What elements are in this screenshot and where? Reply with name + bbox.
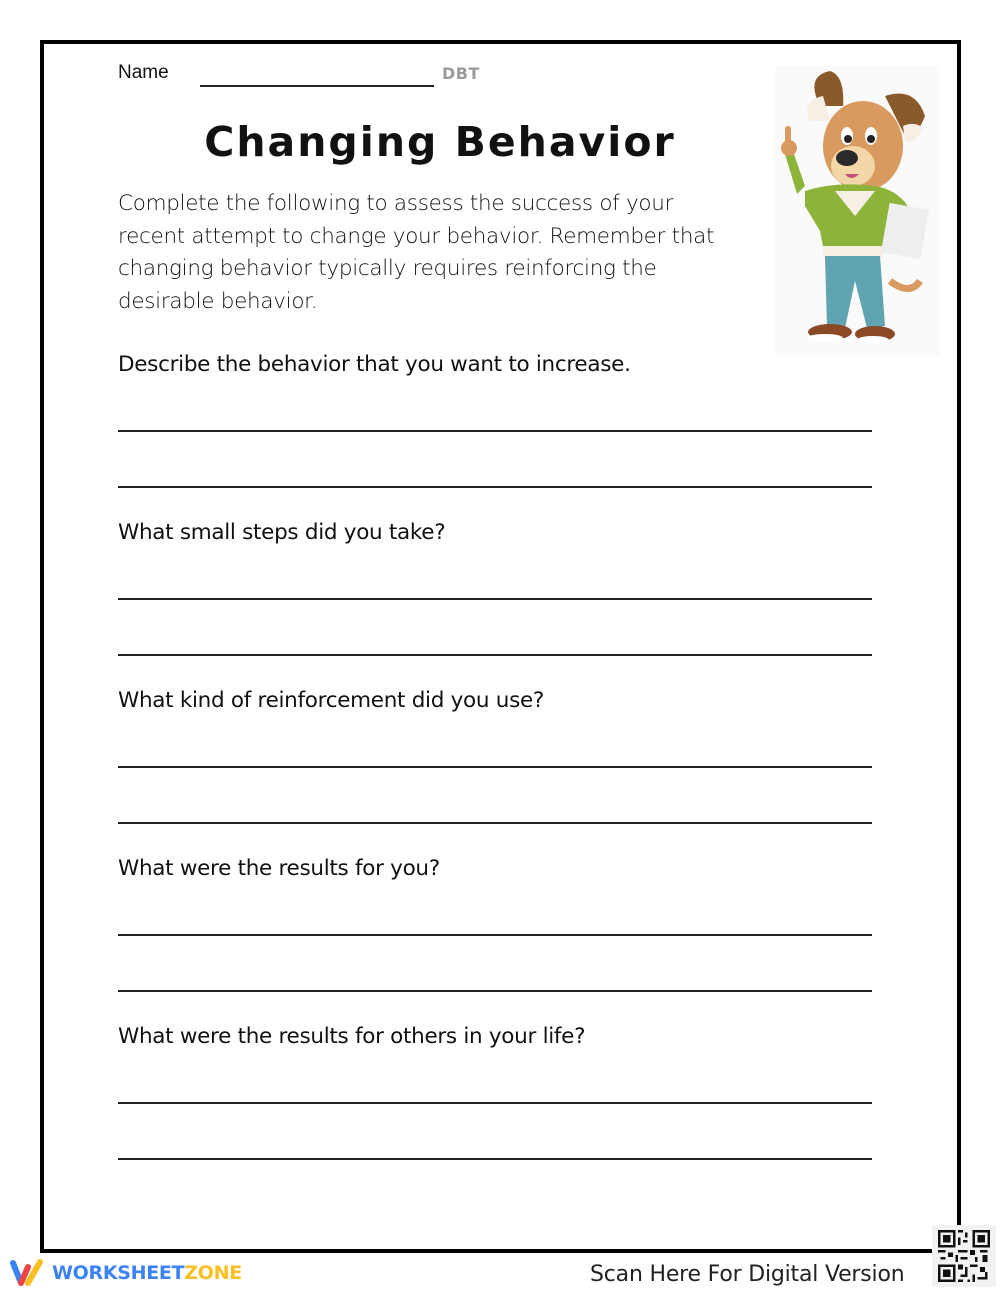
question-5: What were the results for others in your life?	[118, 1024, 586, 1049]
question-1: Describe the behavior that you want to increase.	[118, 352, 631, 377]
answer-line-5a[interactable]	[118, 1102, 872, 1104]
answer-line-5b[interactable]	[118, 1158, 872, 1160]
intro-line: Complete the following to assess the success of your	[118, 191, 674, 216]
name-label: Name	[118, 62, 169, 83]
answer-line-1a[interactable]	[118, 430, 872, 432]
intro-paragraph	[118, 188, 778, 318]
qr-code-icon[interactable]	[932, 1225, 996, 1287]
answer-line-2b[interactable]	[118, 654, 872, 656]
brand-name-part2: ZONE	[184, 1262, 242, 1284]
subject-tag: DBT	[442, 64, 480, 83]
scan-instruction: Scan Here For Digital Version	[590, 1262, 905, 1287]
name-input-line[interactable]	[200, 85, 434, 87]
answer-line-2a[interactable]	[118, 598, 872, 600]
answer-line-4a[interactable]	[118, 934, 872, 936]
intro-line: desirable behavior.	[118, 288, 318, 314]
answer-line-3a[interactable]	[118, 766, 872, 768]
answer-line-3b[interactable]	[118, 822, 872, 824]
brand-logo-icon	[10, 1259, 46, 1287]
dog-mascot-icon	[775, 66, 940, 356]
answer-line-1b[interactable]	[118, 486, 872, 488]
worksheet-zone-logo[interactable]	[10, 1258, 242, 1288]
question-2: What small steps did you take?	[118, 520, 446, 545]
answer-line-4b[interactable]	[118, 990, 872, 992]
brand-name-part1: WORKSHEET	[52, 1262, 185, 1284]
page-title: Changing Behavior	[204, 118, 676, 166]
intro-line: recent attempt to change your behavior. Remember that	[118, 223, 715, 249]
question-3: What kind of reinforcement did you use?	[118, 688, 545, 713]
intro-line: changing behavior typically requires reinforcing the	[118, 256, 657, 281]
question-4: What were the results for you?	[118, 856, 440, 881]
